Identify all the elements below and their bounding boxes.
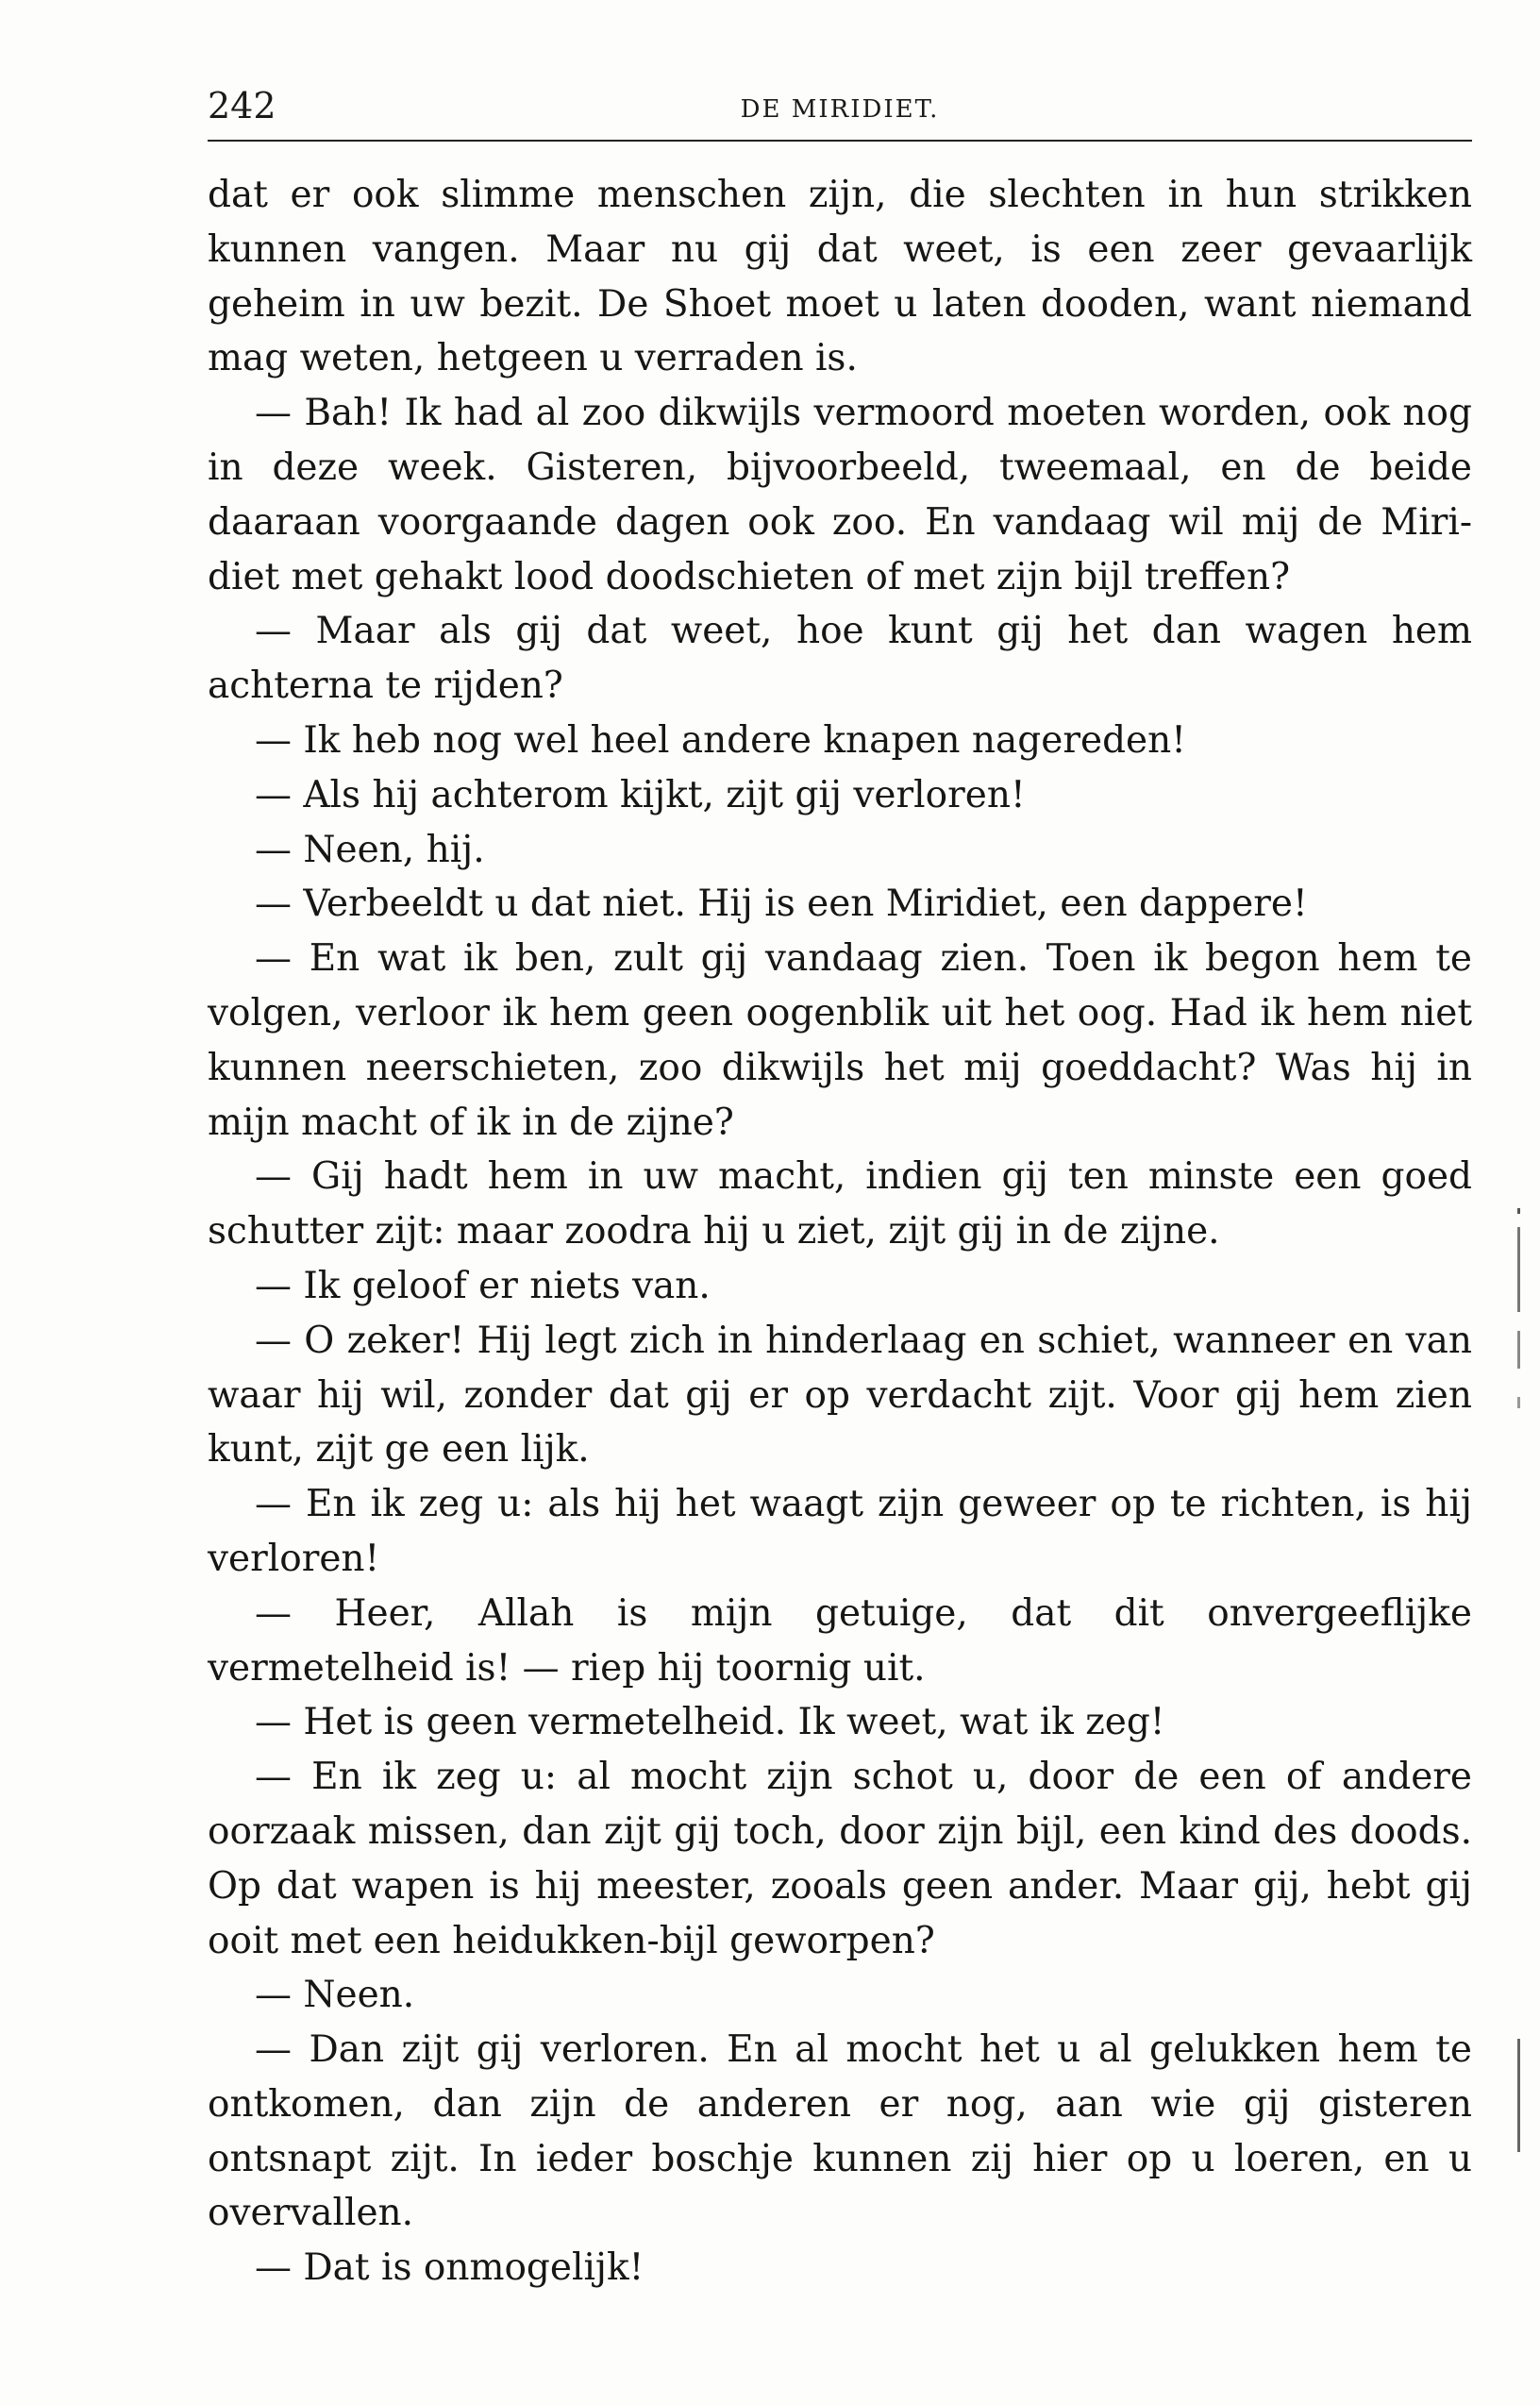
scan-edge-mark [1517,1208,1520,1214]
body-text [208,168,1472,2296]
paragraph: — Het is geen vermetelheid. Ik weet, wat ik zeg! [255,1701,1165,1744]
paragraph: — O zeker! Hij legt zich in hinderlaag en schiet, wanneer en van waar hij wil, zonder dat gij er op verdacht zijt. Voor gij hem zien kunt, zijt ge een lijk. [208,1319,1472,1472]
paragraph: — Bah! Ik had al zoo dikwijls vermoord moeten worden, ook nog in deze week. Gisteren, bijvoorbeeld, tweemaal, en de beide daaraan voorgaande dagen ook zoo. En vandaag wil mij de Miri- diet met gehakt lood doodschieten of met zijn bijl treffen? [208,392,1472,598]
paragraph: — Maar als gij dat weet, hoe kunt gij het dan wagen hem achterna te rijden? [208,610,1472,708]
paragraph: — Neen. [255,1974,415,2017]
paragraph: — Gij hadt hem in uw macht, indien gij ten minste een goed schutter zijt: maar zoodra hij u ziet, zijt gij in de zijne. [208,1155,1472,1253]
scan-edge-marks [1514,1208,1527,2199]
paragraph: — En wat ik ben, zult gij vandaag zien. Toen ik begon hem te volgen, verloor ik hem geen oogenblik uit het oog. Had ik hem niet kunnen neerschieten, zoo dikwijls het mij goeddacht? Was hij in mijn macht of ik in de zijne? [208,937,1472,1144]
paragraph: — Ik geloof er niets van. [255,1264,711,1307]
scan-edge-mark [1517,1397,1520,1408]
paragraph: — Verbeeldt u dat niet. Hij is een Miridiet, een dappere! [255,883,1308,926]
paragraph: — Dat is onmogelijk! [255,2246,644,2290]
page-number: 242 [208,85,276,126]
paragraph: — Heer, Allah is mijn getuige, dat dit onvergeeflijke vermetelheid is! — riep hij toornig uit. [208,1591,1472,1690]
running-title: DE MIRIDIET. [740,95,940,124]
paragraph: — Als hij achterom kijkt, zijt gij verloren! [255,773,1026,816]
page-header [208,83,1472,142]
paragraph: — Neen, hij. [255,828,485,871]
paragraph: dat er ook slimme menschen zijn, die slechten in hun strikken kunnen vangen. Maar nu gij dat weet, is een zeer gevaarlijk geheim in uw bezit. De Shoet moet u laten dooden, want niemand mag weten, hetgeen u verraden is. [208,174,1472,380]
scan-edge-mark [1517,1227,1520,1312]
scan-edge-mark [1517,2039,1520,2152]
paragraph: — En ik zeg u: al mocht zijn schot u, door de een of andere oorzaak missen, dan zijt gij toch, door zijn bijl, een kind des doods. Op dat wapen is hij meester, zooals geen ander. Maar gij, hebt gij ooit met een heidukken-bijl geworpen? [208,1756,1472,1962]
paragraph: — Ik heb nog wel heel andere knapen nagereden! [255,718,1186,762]
paragraph: — Dan zijt gij verloren. En al mocht het u al gelukken hem te ontkomen, dan zijn de anderen er nog, aan wie gij gisteren ontsnapt zijt. In ieder boschje kunnen zij hier op u loeren, en u overvallen. [208,2028,1472,2235]
scan-edge-mark [1517,1331,1520,1369]
paragraph: — En ik zeg u: als hij het waagt zijn geweer op te richten, is hij verloren! [208,1483,1472,1580]
